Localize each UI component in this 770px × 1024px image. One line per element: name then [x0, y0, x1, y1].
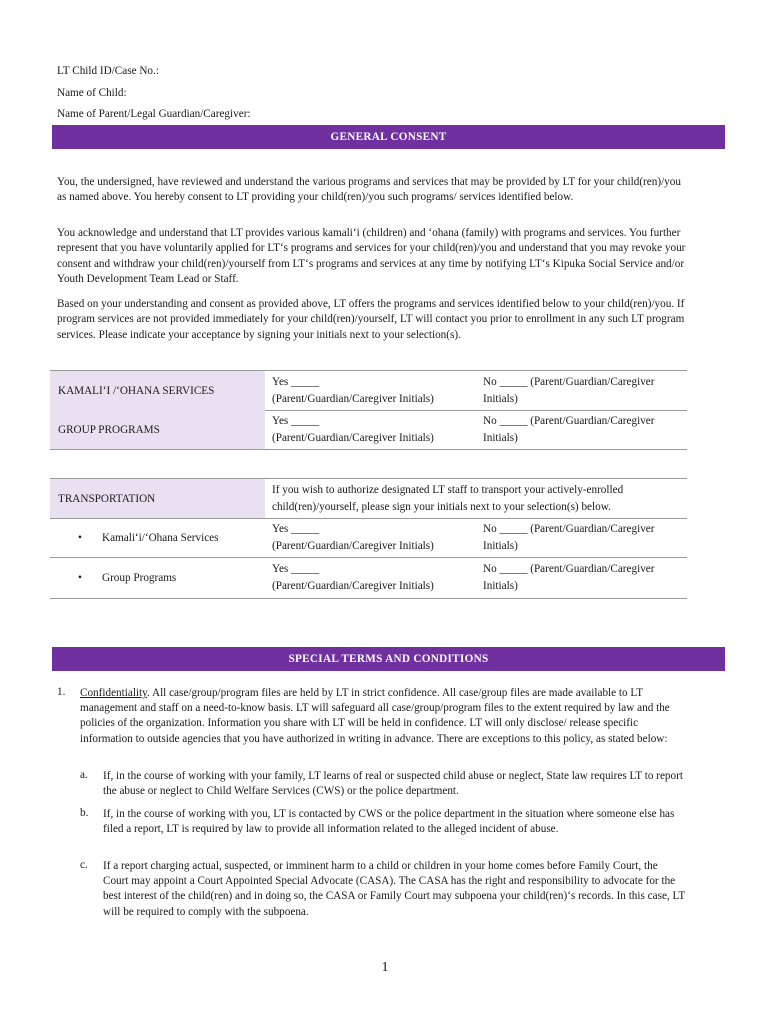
table-row	[50, 410, 687, 450]
child-name-label: Name of Child:	[57, 87, 127, 99]
bullet-icon: •	[78, 572, 82, 584]
service-label-kamalii: KAMALIʻI /ʻOHANA SERVICES	[50, 371, 265, 410]
yes-initials-field[interactable]	[272, 374, 434, 408]
subitem-b-text: If, in the course of working with you, LT is contacted by CWS or the police department in the situation where someone else has filed a report, LT is required by law to provide all information related to the alleged incident of abuse.	[103, 808, 675, 836]
no-initials-field[interactable]: No _____ (Parent/Guardian/Caregiver Initials)	[483, 523, 655, 552]
subitem-c-text: If a report charging actual, suspected, or imminent harm to a child or children in your home comes before Family Court, the Court may appoint a Court Appointed Special Advocate (CASA). The CASA has the right and responsibility to advocate for the best interest of the child(ren) and in doing so, the CASA or Family Court may subpoena your child(ren)ʻs records. In this case, LT will be required to comply with the subpoena.	[103, 860, 685, 918]
table-row	[50, 518, 687, 558]
item-number: 1.	[57, 686, 66, 698]
special-terms-heading: SPECIAL TERMS AND CONDITIONS	[52, 647, 725, 671]
yes-sub: (Parent/Guardian/Caregiver Initials)	[272, 540, 434, 552]
table-row	[50, 558, 687, 599]
confidentiality-text	[80, 686, 685, 747]
general-consent-heading: GENERAL CONSENT	[52, 125, 725, 149]
parent-name-label: Name of Parent/Legal Guardian/Caregiver:	[57, 108, 251, 120]
confidentiality-heading: Confidentiality	[80, 687, 148, 699]
transportation-instruction: If you wish to authorize designated LT staff to transport your actively-enrolled child(ren)/yourself, please sign your initials next to your selection(s) below.	[272, 484, 624, 513]
transport-option-group	[50, 558, 265, 598]
yes-initials-field[interactable]	[272, 413, 434, 447]
page-number: 1	[381, 960, 389, 975]
subitem-a-text: If, in the course of working with your family, LT learns of real or suspected child abuse or neglect, State law requires LT to report the abuse or neglect to Child Welfare Services (CWS) or the police department.	[103, 770, 683, 798]
case-no-label: LT Child ID/Case No.:	[57, 65, 159, 77]
yes-sub: (Parent/Guardian/Caregiver Initials)	[272, 432, 434, 444]
transport-option-kamalii	[50, 518, 265, 557]
yes-line: Yes _____	[272, 563, 320, 575]
confidentiality-body: . All case/group/program files are held by LT in strict confidence. All case/group files are made available to LT management and staff on a need-to-know basis. LT will safeguard all case/group/program files to the extent required by law and the policies of the organization. Information you share with LT will be held in confidence. LT will only disclose/ release specific information to outside agencies that you have authorized in writing in advance. There are exceptions to this policy, as stated below:	[80, 687, 670, 745]
yes-line: Yes _____	[272, 523, 320, 535]
transport-option-label: Kamaliʻi/ʻOhana Services	[102, 531, 219, 544]
no-initials-field[interactable]: No _____ (Parent/Guardian/Caregiver Initials)	[483, 376, 655, 405]
yes-line: Yes _____	[272, 376, 320, 388]
table-row	[50, 370, 687, 411]
yes-initials-field[interactable]	[272, 561, 434, 595]
subitem-letter: a.	[80, 769, 88, 781]
transportation-label: TRANSPORTATION	[50, 479, 265, 518]
yes-sub: (Parent/Guardian/Caregiver Initials)	[272, 393, 434, 405]
subitem-letter: c.	[80, 859, 88, 871]
yes-sub: (Parent/Guardian/Caregiver Initials)	[272, 580, 434, 592]
subitem-letter: b.	[80, 807, 89, 819]
yes-initials-field[interactable]	[272, 521, 434, 555]
service-label-group-programs: GROUP PROGRAMS	[50, 410, 265, 449]
consent-paragraph-2: You acknowledge and understand that LT provides various kamaliʻi (children) and ʻohana (family) with programs and services. You further represent that you have voluntarily applied for LTʻs programs and services for your child(ren)/you and understand that you may revoke your consent and withdraw your child(ren)/yourself from LTʻs programs and services at any time by notifying LTʻs Kipuka Social Service and/or Youth Development Team Lead or Staff.	[57, 227, 686, 286]
consent-paragraph-3: Based on your understanding and consent as provided above, LT offers the programs and services identified below to your child(ren)/you. If program services are not provided immediately for your child(ren)/yourself, LT will contact you prior to enrollment in any such LT program services. Please indicate your acceptance by signing your initials next to your selection(s).	[57, 298, 685, 341]
no-initials-field[interactable]: No _____ (Parent/Guardian/Caregiver Initials)	[483, 563, 655, 592]
consent-paragraph-1: You, the undersigned, have reviewed and understand the various programs and services that may be provided by LT for your child(ren)/you as named above. You hereby consent to LT providing your child(ren)/you such programs/ services identified below.	[57, 176, 681, 204]
no-initials-field[interactable]: No _____ (Parent/Guardian/Caregiver Initials)	[483, 415, 655, 444]
bullet-icon: •	[78, 531, 82, 544]
table-row	[50, 478, 687, 519]
transport-option-label: Group Programs	[102, 572, 177, 584]
yes-line: Yes _____	[272, 415, 320, 427]
